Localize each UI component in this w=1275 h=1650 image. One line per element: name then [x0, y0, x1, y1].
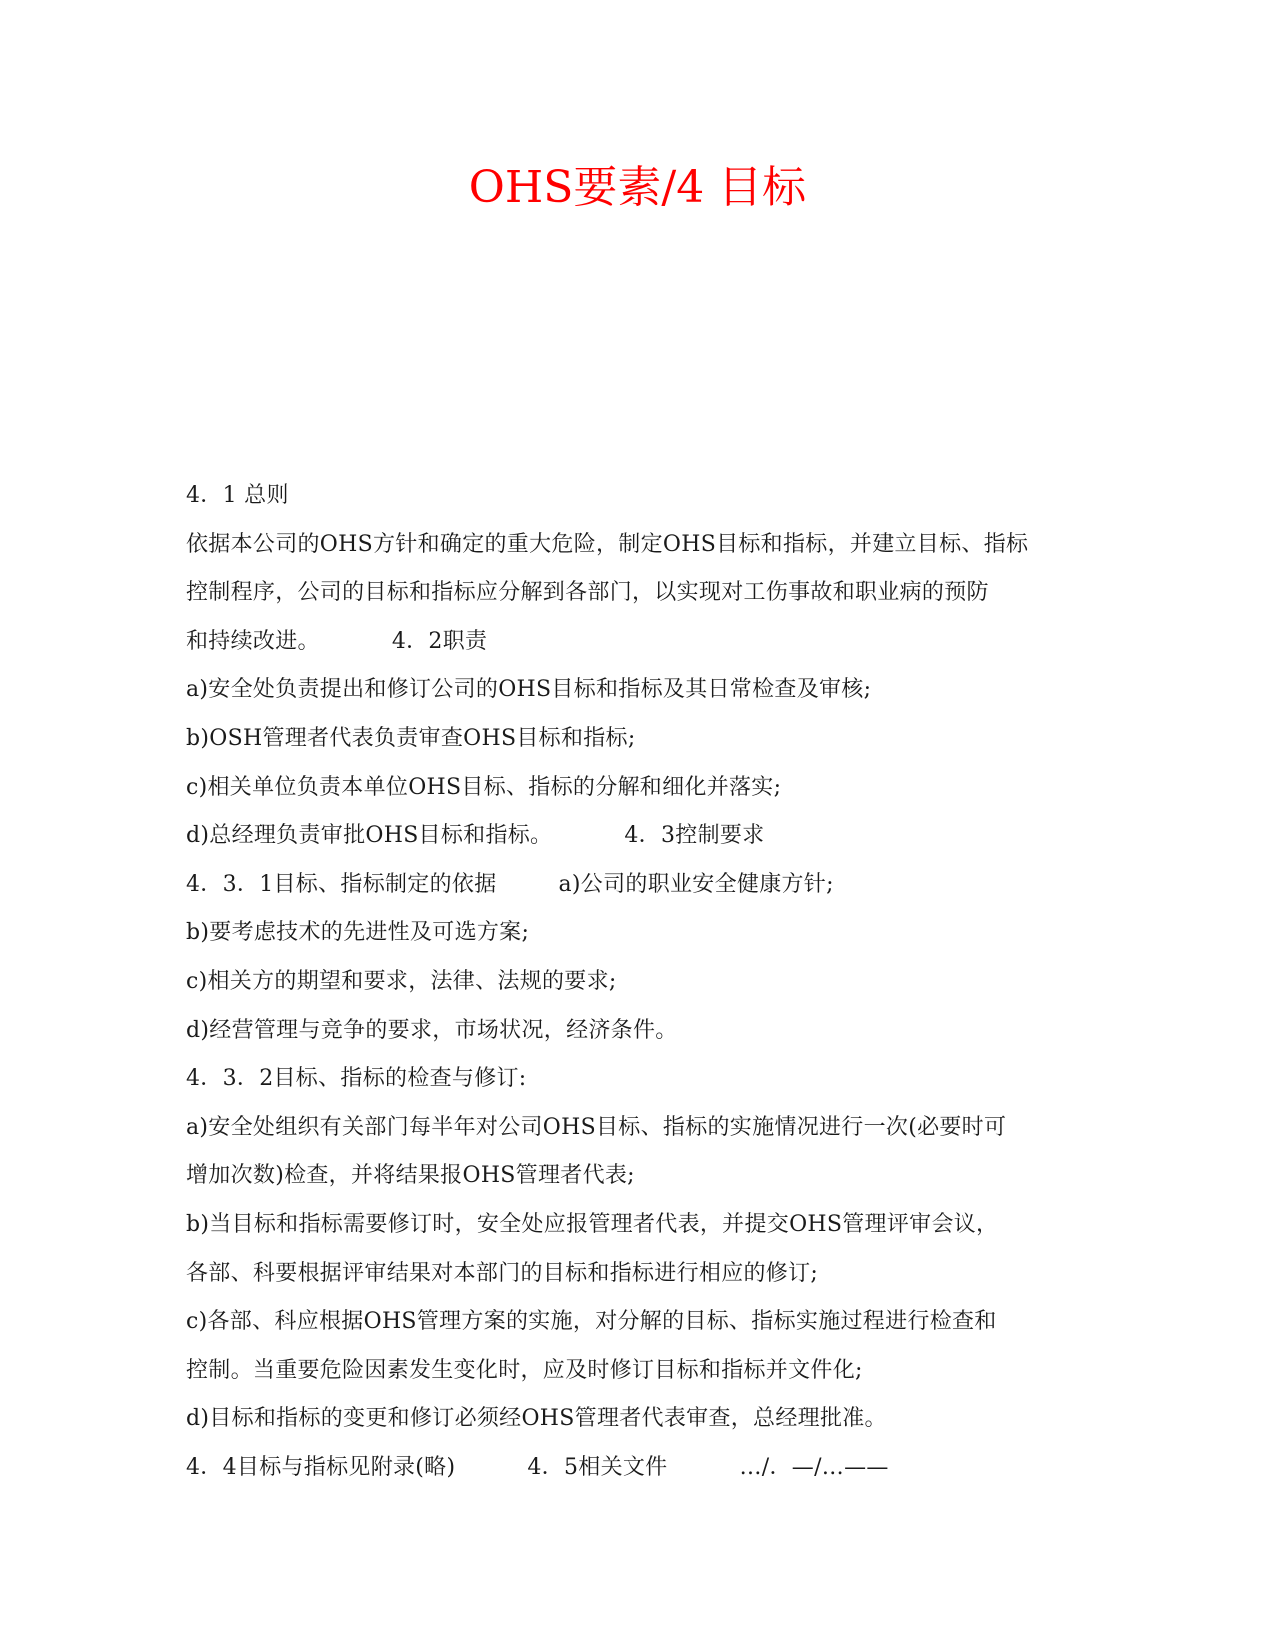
list-item: c)相关单位负责本单位OHS目标、指标的分解和细化并落实;: [186, 774, 782, 800]
paragraph-line: [186, 1444, 1096, 1493]
document-title: OHS要素/4 目标: [468, 162, 807, 213]
paragraph-line: 控制。当重要危险因素发生变化时，应及时修订目标和指标并文件化;: [186, 1357, 863, 1383]
list-item: d)目标和指标的变更和修订必须经OHS管理者代表审查，总经理批准。: [186, 1406, 887, 1432]
paragraph-line: [186, 618, 1096, 667]
list-item: b)OSH管理者代表负责审查OHS目标和指标;: [186, 725, 636, 751]
paragraph-line: 依据本公司的OHS方针和确定的重大危险，制定OHS目标和指标，并建立目标、指标: [186, 531, 1029, 557]
list-item: d)经营管理与竞争的要求，市场状况，经济条件。: [186, 1017, 678, 1043]
section-heading-4-3: 4．3控制要求: [624, 823, 765, 849]
list-item-text: d)总经理负责审批OHS目标和指标。: [186, 823, 553, 849]
list-item: b)当目标和指标需要修订时，安全处应报管理者代表，并提交OHS管理评审会议，: [186, 1211, 999, 1237]
section-heading-4-3-2: 4．3．2目标、指标的检查与修订:: [186, 1066, 527, 1092]
list-item: a)安全处组织有关部门每半年对公司OHS目标、指标的实施情况进行一次(必要时可: [186, 1114, 1007, 1140]
list-item: c)相关方的期望和要求，法律、法规的要求;: [186, 968, 617, 994]
section-heading-4-2: 4．2职责: [391, 628, 488, 654]
paragraph-line: [186, 861, 1096, 910]
section-heading-4-5: 4．5相关文件: [527, 1454, 668, 1480]
paragraph-line: 增加次数)检查，并将结果报OHS管理者代表;: [186, 1163, 635, 1189]
document-body: [186, 472, 1096, 1492]
list-item: [186, 812, 1096, 861]
paragraph-line: 控制程序，公司的目标和指标应分解到各部门，以实现对工伤事故和职业病的预防: [186, 580, 989, 606]
section-heading-4-1: 4．1 总则: [186, 483, 289, 508]
list-item-text: a)公司的职业安全健康方针;: [558, 871, 834, 897]
list-item: b)要考虑技术的先进性及可选方案;: [186, 920, 530, 946]
section-heading-4-4: 4．4目标与指标见附录(略): [186, 1454, 456, 1480]
trailing-marks: …/．—/…——: [739, 1454, 889, 1480]
paragraph-text: 和持续改进。: [186, 628, 320, 654]
list-item: a)安全处负责提出和修订公司的OHS目标和指标及其日常检查及审核;: [186, 677, 872, 703]
paragraph-line: 各部、科要根据评审结果对本部门的目标和指标进行相应的修订;: [186, 1260, 819, 1286]
list-item: c)各部、科应根据OHS管理方案的实施，对分解的目标、指标实施过程进行检查和: [186, 1309, 997, 1335]
section-heading-4-3-1: 4．3．1目标、指标制定的依据: [186, 871, 497, 897]
